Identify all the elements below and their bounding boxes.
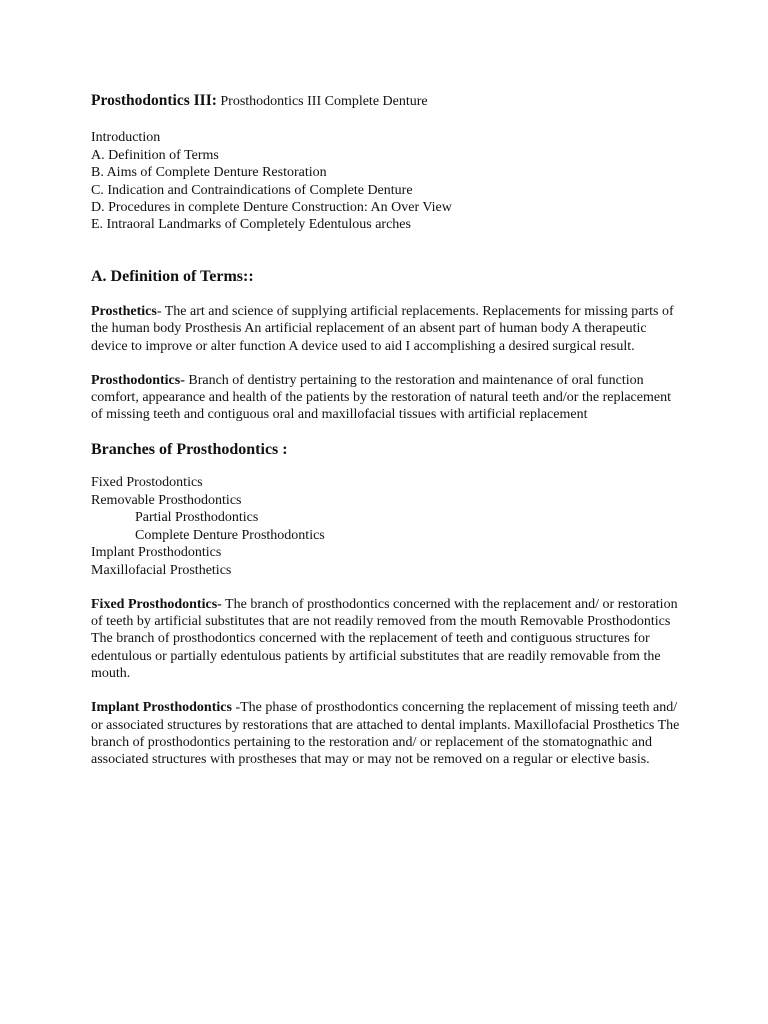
document-page <box>91 92 691 785</box>
paragraph-fixed-prosthodontics <box>91 596 691 683</box>
branch-subitem: Complete Denture Prosthodontics <box>135 527 325 543</box>
branch-item: Fixed Prostodontics <box>91 475 203 491</box>
branch-list <box>91 474 691 578</box>
section-heading-definitions: A. Definition of Terms:: <box>91 267 254 285</box>
paragraph-prosthodontics <box>91 372 691 424</box>
title-bold: Prosthodontics III: <box>91 92 217 109</box>
title-rest: Prosthodontics III Complete Denture <box>216 94 428 109</box>
definition-implant-prosthodontics: -The phase of prosthodontics concerning the replacement of missing teeth and/ or associated structures by restorations that are attached to dental implants. Maxillofacial Prosthetics The branch of prosthodontics pertaining to the restoration and/ or replacement of the stomatognathic and associated structures with prostheses that may or may not be removed on a regular or elective basis. <box>91 700 680 768</box>
toc-item: Introduction <box>91 130 161 146</box>
toc-item: D. Procedures in complete Denture Construction: An Over View <box>91 200 452 216</box>
toc-item: B. Aims of Complete Denture Restoration <box>91 165 327 181</box>
toc-item: E. Intraoral Landmarks of Completely Edentulous arches <box>91 217 411 233</box>
toc-item: A. Definition of Terms <box>91 147 219 163</box>
definition-fixed-prosthodontics: The branch of prosthodontics concerned with the replacement and/ or restoration of teeth by artificial substitutes that are not readily removed from the mouth Removable Prosthodontics The branch of prosthodontics concerned with the replacement of teeth and contiguous structures for edentulous or partially edentulous patients by artificial substitutes that are readily removable from the mouth. <box>91 596 678 682</box>
definition-prosthodontics: Branch of dentistry pertaining to the restoration and maintenance of oral function comfort, appearance and health of the patients by the restoration of natural teeth and/or the replacement of missing teeth and contiguous oral and maxillofacial tissues with artificial replacement <box>91 372 671 423</box>
term-prosthodontics: Prosthodontics- <box>91 372 185 388</box>
toc-item: C. Indication and Contraindications of Complete Denture <box>91 182 413 198</box>
term-prosthetics: Prosthetics <box>91 303 157 319</box>
table-of-contents <box>91 129 691 233</box>
term-implant-prosthodontics: Implant Prosthodontics <box>91 700 232 716</box>
branch-subitem: Partial Prosthodontics <box>135 510 259 526</box>
paragraph-prosthetics <box>91 303 691 355</box>
branch-item: Maxillofacial Prosthetics <box>91 562 232 578</box>
document-title <box>91 92 691 110</box>
branch-item: Implant Prosthodontics <box>91 545 222 561</box>
section-heading-branches: Branches of Prosthodontics : <box>91 441 288 459</box>
branch-item: Removable Prosthodontics <box>91 492 242 508</box>
paragraph-implant-prosthodontics <box>91 699 691 769</box>
definition-prosthetics: - The art and science of supplying artificial replacements. Replacements for missing parts of the human body Prosthesis An artificial replacement of an absent part of human body A therapeutic device to improve or alter function A device used to aid I accomplishing a desired surgical result. <box>91 303 674 354</box>
term-fixed-prosthodontics: Fixed Prosthodontics- <box>91 596 222 612</box>
